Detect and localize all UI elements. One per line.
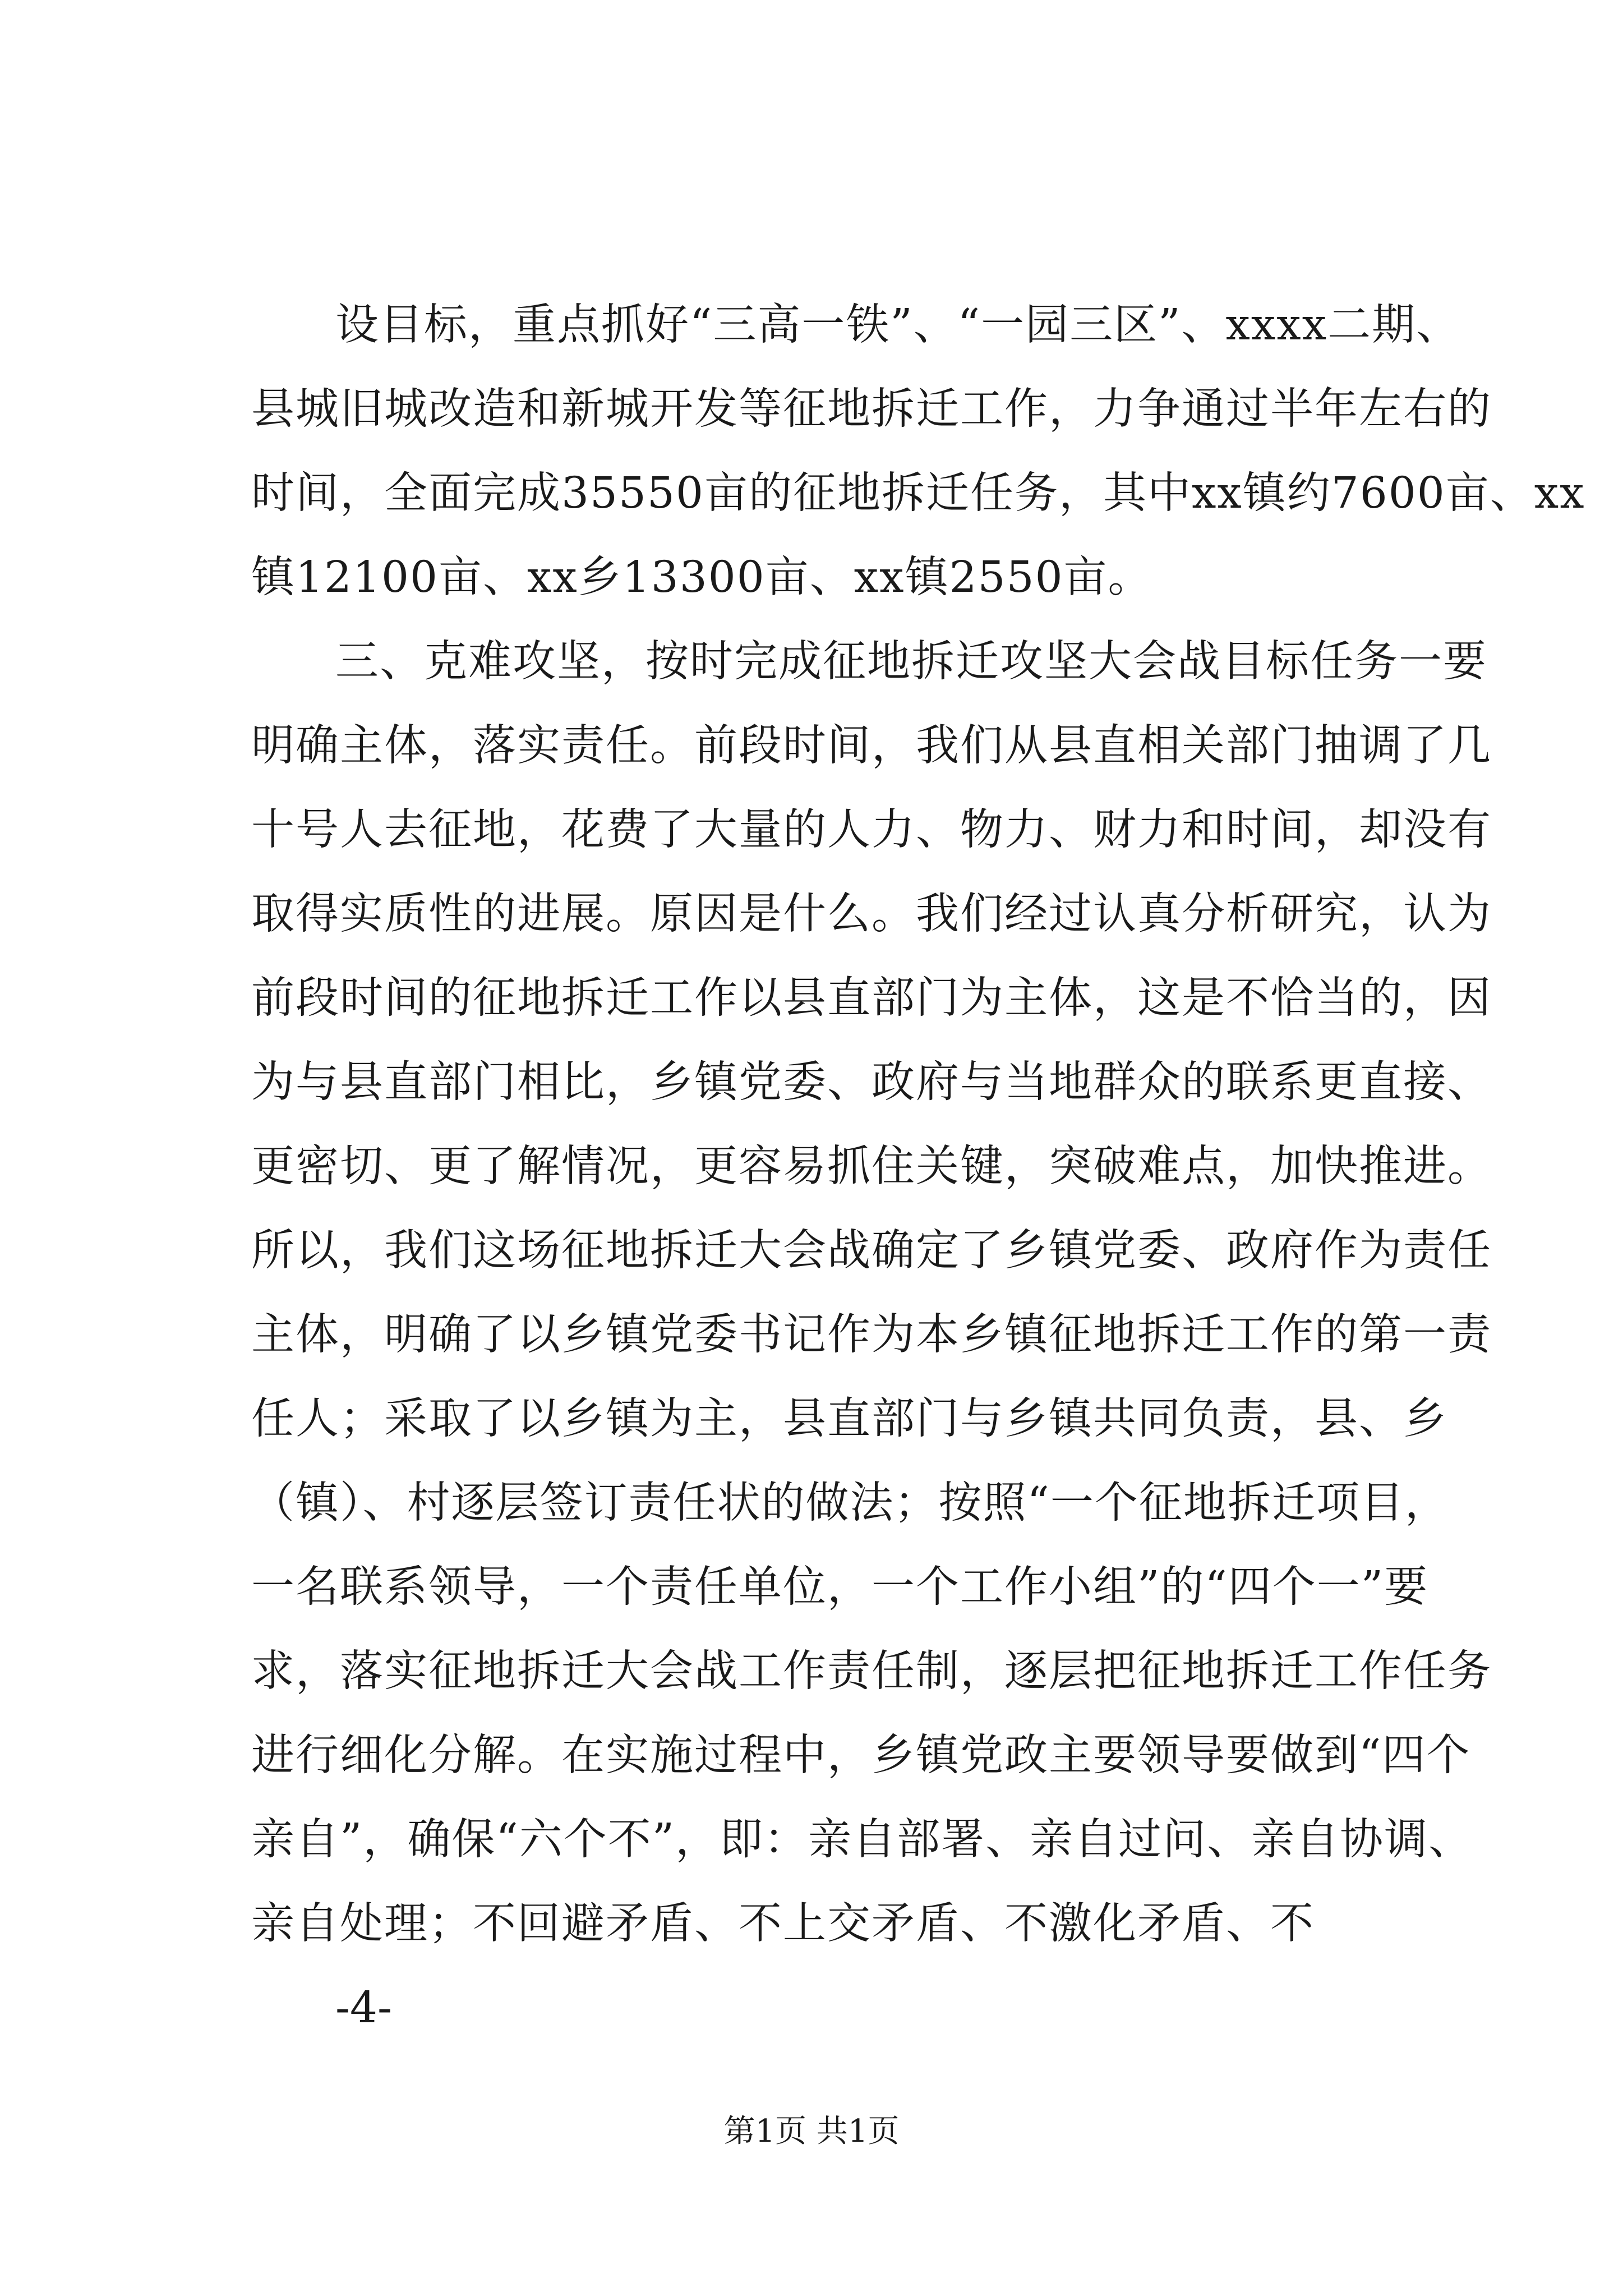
text-line-11: 更密切、更了解情况，更容易抓住关键，突破难点，加快推进。 (251, 1142, 1492, 1191)
text-line-6: 明确主体，落实责任。前段时间，我们从县直相关部门抽调了几 (251, 721, 1492, 771)
text-line-7: 十号人去征地，花费了大量的人力、物力、财力和时间，却没有 (251, 805, 1492, 855)
text-line-16: 一名联系领导，一个责任单位，一个工作小组”的“四个一”要 (251, 1562, 1429, 1612)
page-number: -4- (335, 1983, 393, 2033)
text-line-10: 为与县直部门相比，乡镇党委、政府与当地群众的联系更直接、 (251, 1057, 1492, 1107)
text-line-15: （镇）、村逐层签订责任状的做法；按照“一个征地拆迁项目， (251, 1478, 1449, 1528)
text-line-18: 进行细化分解。在实施过程中，乡镇党政主要领导要做到“四个 (251, 1731, 1471, 1780)
text-line-8: 取得实质性的进展。原因是什么。我们经过认真分析研究，认为 (251, 889, 1492, 939)
text-line-13: 主体，明确了以乡镇党委书记作为本乡镇征地拆迁工作的第一责 (251, 1310, 1492, 1360)
text-line-20: 亲自处理；不回避矛盾、不上交矛盾、不激化矛盾、不 (251, 1899, 1315, 1949)
text-line-4: 镇12100亩、xx乡13300亩、xx镇2550亩。 (251, 553, 1152, 602)
page-footer: 第1页 共1页 (723, 2113, 900, 2150)
text-line-5: 三、克难攻坚，按时完成征地拆迁攻坚大会战目标任务一要 (335, 637, 1487, 687)
text-line-2: 县城旧城改造和新城开发等征地拆迁工作，力争通过半年左右的 (251, 384, 1492, 434)
text-line-14: 任人；采取了以乡镇为主，县直部门与乡镇共同负责，县、乡 (251, 1394, 1447, 1444)
text-line-17: 求，落实征地拆迁大会战工作责任制，逐层把征地拆迁工作任务 (251, 1646, 1492, 1696)
text-line-3: 时间，全面完成35550亩的征地拆迁任务，其中xx镇约7600亩、xx (251, 468, 1585, 518)
text-line-19: 亲自”，确保“六个不”，即：亲自部署、亲自过问、亲自协调、 (251, 1815, 1473, 1865)
text-line-9: 前段时间的征地拆迁工作以县直部门为主体，这是不恰当的，因 (251, 973, 1492, 1023)
text-line-1: 设目标，重点抓好“三高一铁”、“一园三区”、xxxx二期、 (335, 300, 1461, 350)
text-line-12: 所以，我们这场征地拆迁大会战确定了乡镇党委、政府作为责任 (251, 1226, 1492, 1276)
